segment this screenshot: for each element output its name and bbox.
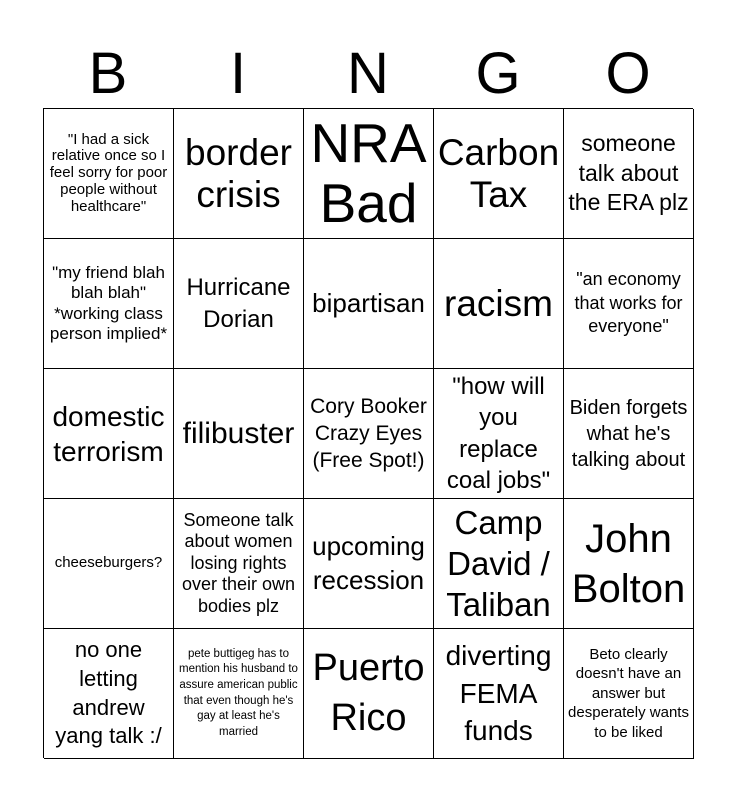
bingo-cell[interactable]: [44, 629, 174, 759]
bingo-cell[interactable]: [44, 109, 174, 239]
bingo-cell[interactable]: [564, 369, 694, 499]
cell-text: "my friend blah blah blah" *working class person implied*: [49, 262, 168, 343]
cell-text: Puerto Rico: [312, 647, 425, 739]
cell-text: filibuster: [182, 416, 295, 450]
cell-text: cheeseburgers?: [54, 554, 163, 572]
cell-text: Carbon Tax: [437, 132, 560, 215]
header-letter-o: O: [605, 41, 651, 106]
cell-text: Beto clearly doesn't have an answer but desperately wants to be liked: [568, 645, 689, 741]
bingo-cell[interactable]: [434, 369, 564, 499]
bingo-cell[interactable]: [44, 369, 174, 499]
bingo-cell[interactable]: [564, 499, 694, 629]
cell-text: Cory Booker Crazy Eyes (Free Spot!): [310, 394, 427, 473]
bingo-cell[interactable]: [44, 499, 174, 629]
cell-text: racism: [444, 282, 553, 324]
cell-text: "how will you replace coal jobs": [446, 373, 551, 494]
header-letter-g: G: [475, 41, 521, 106]
cell-text: Biden forgets what he's talking about: [569, 396, 688, 471]
header-letter-i: I: [229, 41, 247, 106]
cell-text: John Bolton: [571, 516, 686, 611]
header-letter-n: N: [347, 41, 389, 106]
bingo-cell[interactable]: [564, 629, 694, 759]
cell-text: someone talk about the ERA plz: [568, 129, 689, 216]
bingo-board: [43, 108, 693, 758]
bingo-cell[interactable]: [304, 109, 434, 239]
bingo-cell[interactable]: [434, 239, 564, 369]
cell-text: NRA Bad: [310, 112, 427, 234]
bingo-cell[interactable]: [304, 499, 434, 629]
cell-text: upcoming recession: [312, 530, 425, 595]
bingo-cell[interactable]: [174, 239, 304, 369]
cell-text: Hurricane Dorian: [186, 274, 291, 333]
cell-text: border crisis: [185, 132, 292, 215]
cell-text: domestic terrorism: [52, 400, 165, 467]
bingo-cell[interactable]: [304, 369, 434, 499]
bingo-cell[interactable]: [174, 629, 304, 759]
cell-text: "I had a sick relative once so I feel sorry for poor people without healthcare": [49, 130, 168, 215]
bingo-header: [43, 40, 693, 108]
bingo-cell[interactable]: [434, 499, 564, 629]
bingo-cell[interactable]: [174, 109, 304, 239]
header-letter-b: B: [88, 41, 128, 106]
bingo-cell[interactable]: [174, 369, 304, 499]
cell-text: bipartisan: [312, 287, 425, 318]
bingo-cell[interactable]: [434, 109, 564, 239]
cell-text: pete buttigeg has to mention his husband to assure american public that even though he's gay at least he's married: [179, 647, 298, 738]
cell-text: Someone talk about women losing rights over their own bodies plz: [181, 509, 296, 616]
bingo-cell[interactable]: [564, 239, 694, 369]
bingo-cell[interactable]: [304, 239, 434, 369]
cell-text: "an economy that works for everyone": [574, 269, 683, 337]
bingo-cell[interactable]: [304, 629, 434, 759]
cell-text: diverting FEMA funds: [445, 639, 552, 747]
cell-text: Camp David / Taliban: [446, 503, 551, 624]
bingo-cell[interactable]: [564, 109, 694, 239]
cell-text: no one letting andrew yang talk :/: [55, 637, 162, 749]
bingo-cell[interactable]: [174, 499, 304, 629]
bingo-cell[interactable]: [434, 629, 564, 759]
bingo-cell[interactable]: [44, 239, 174, 369]
